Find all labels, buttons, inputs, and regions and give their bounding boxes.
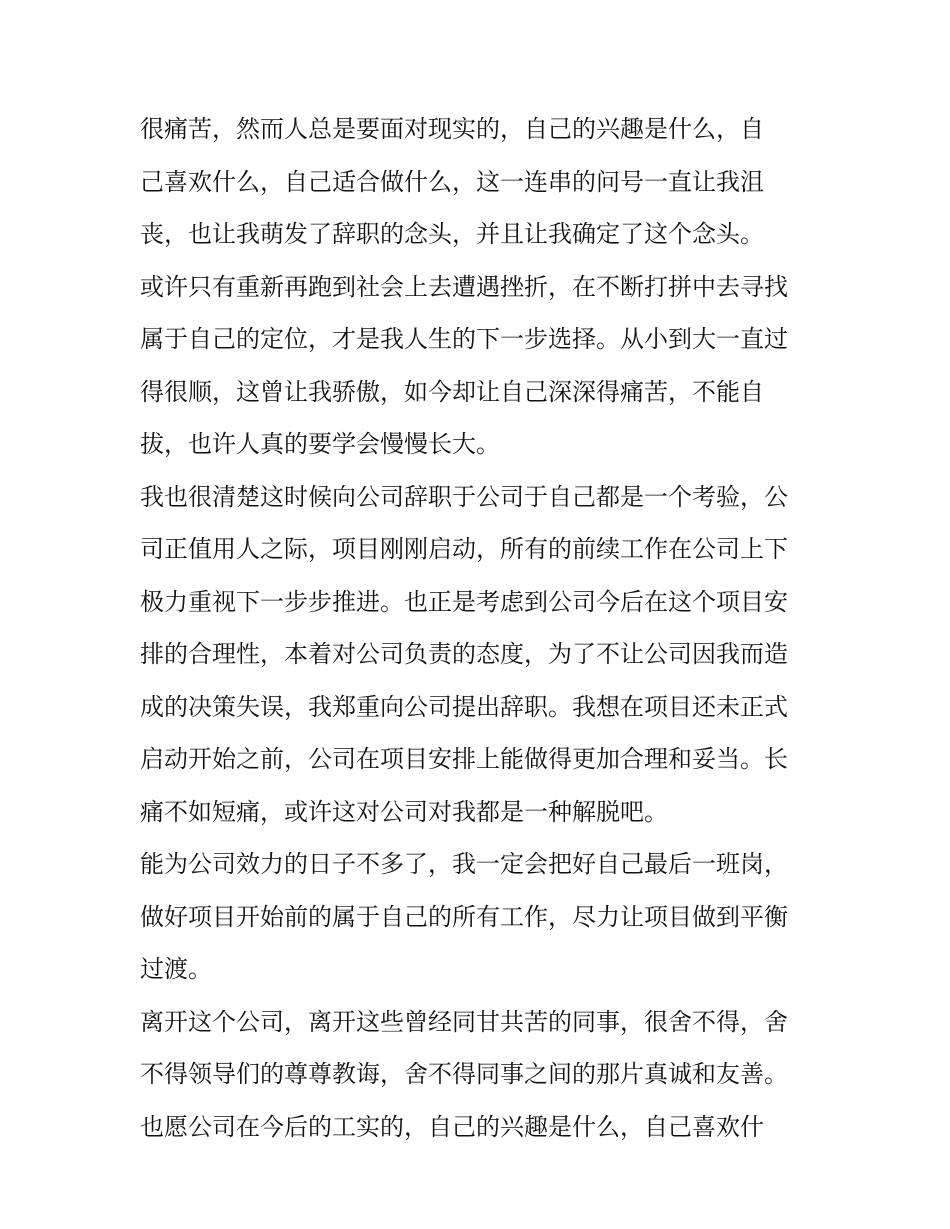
text-line-8: 我也很清楚这时候向公司辞职于公司于自己都是一个考验，公 bbox=[140, 482, 788, 511]
text-line-7: 拔，也许人真的要学会慢慢长大。 bbox=[140, 430, 500, 458]
text-line-10: 极力重视下一步步推进。也正是考虑到公司今后在这个项目安 bbox=[140, 587, 788, 616]
text-line-3: 丧，也让我萌发了辞职的念头，并且让我确定了这个念头。 bbox=[140, 220, 764, 248]
text-line-9: 司正值用人之际，项目刚刚启动，所有的前续工作在公司上下 bbox=[140, 535, 788, 563]
text-line-11: 排的合理性，本着对公司负责的态度，为了不让公司因我而造 bbox=[140, 640, 788, 668]
text-line-2: 己喜欢什么，自己适合做什么，这一连串的问号一直让我沮 bbox=[140, 167, 764, 196]
text-line-17: 过渡。 bbox=[140, 955, 212, 983]
text-line-16: 做好项目开始前的属于自己的所有工作，尽力让项目做到平衡 bbox=[140, 902, 788, 931]
text-line-5: 属于自己的定位，才是我人生的下一步选择。从小到大一直过 bbox=[140, 325, 788, 353]
text-line-1: 很痛苦，然而人总是要面对现实的，自己的兴趣是什么，自 bbox=[140, 115, 764, 143]
document-body bbox=[140, 103, 820, 1153]
text-line-6: 得很顺，这曾让我骄傲，如今却让自己深深得痛苦，不能自 bbox=[140, 377, 764, 406]
text-line-15: 能为公司效力的日子不多了，我一定会把好自己最后一班岗， bbox=[140, 850, 788, 878]
text-line-18: 离开这个公司，离开这些曾经同甘共苦的同事，很舍不得，舍 bbox=[140, 1007, 788, 1036]
text-line-14: 痛不如短痛，或许这对公司对我都是一种解脱吧。 bbox=[140, 797, 668, 826]
text-line-19: 不得领导们的尊尊教诲，舍不得同事之间的那片真诚和友善。 bbox=[140, 1060, 788, 1088]
text-line-12: 成的决策失误，我郑重向公司提出辞职。我想在项目还未正式 bbox=[140, 692, 788, 721]
text-line-20: 也愿公司在今后的工实的，自己的兴趣是什么，自己喜欢什 bbox=[140, 1112, 764, 1141]
text-line-13: 启动开始之前，公司在项目安排上能做得更加合理和妥当。长 bbox=[140, 745, 788, 773]
text-line-4: 或许只有重新再跑到社会上去遭遇挫折，在不断打拼中去寻找 bbox=[140, 272, 788, 301]
